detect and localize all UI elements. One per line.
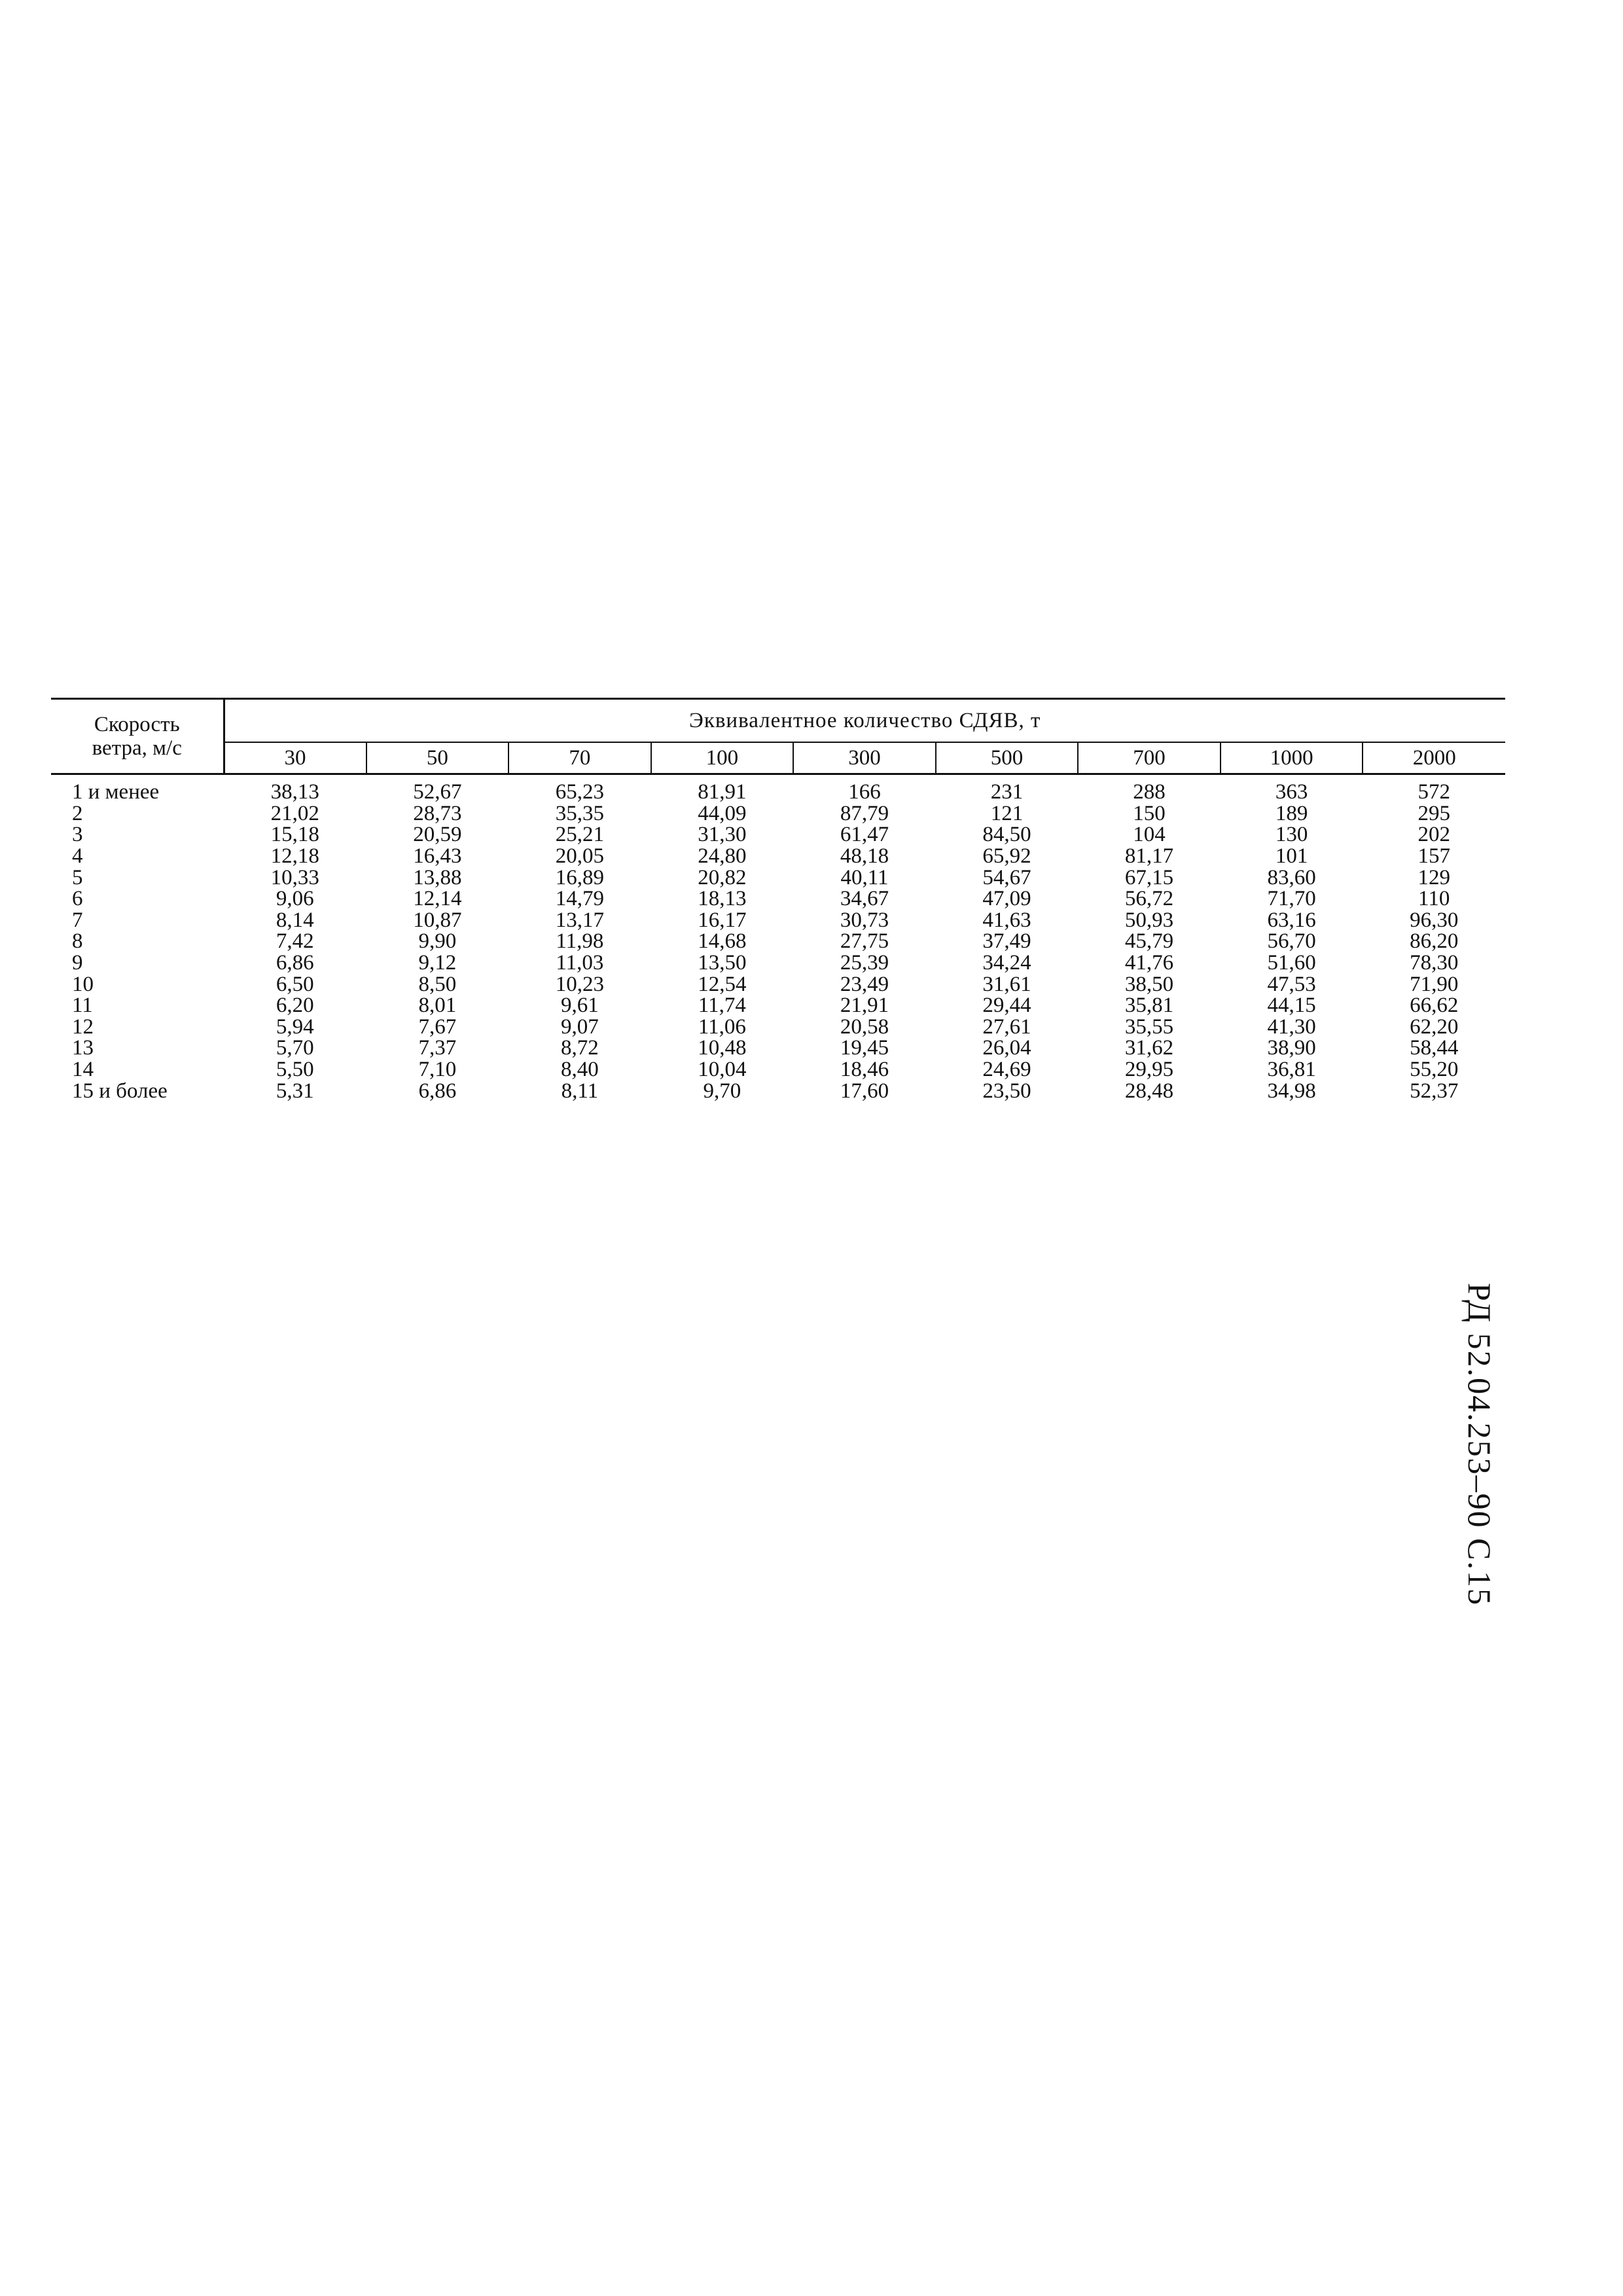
table-cell: 30,73	[840, 908, 889, 932]
document-code: РД 52.04.253–90 С.15	[1461, 1283, 1498, 1607]
table-cell: 10,04	[698, 1058, 747, 1082]
table-cell: 34,24	[982, 951, 1031, 975]
table-cell: 29,44	[982, 994, 1031, 1018]
table-cell: 65,92	[982, 844, 1031, 869]
table-cell: 8,40	[560, 1058, 599, 1082]
table-cell: 10,87	[413, 908, 462, 932]
table-cell: 62,20	[1410, 1014, 1459, 1039]
table-cell: 26,04	[982, 1036, 1031, 1060]
table-cell: 5,50	[276, 1058, 314, 1082]
table-cell: 104	[1133, 823, 1166, 847]
table-cell: 11,03	[556, 951, 604, 975]
row-header-line-2: ветра, м/с	[92, 736, 182, 760]
table-cell: 21,91	[840, 994, 889, 1018]
table-row	[51, 910, 1505, 931]
table-cell: 96,30	[1410, 908, 1459, 932]
table-cell: 50,93	[1124, 908, 1174, 932]
table-cell: 10,48	[698, 1036, 747, 1060]
table-cell: 295	[1418, 801, 1450, 825]
row-label: 7	[72, 908, 83, 932]
table-cell: 15,18	[270, 823, 319, 847]
table-cell: 31,30	[698, 823, 747, 847]
table-cell: 28,48	[1124, 1079, 1174, 1103]
table-row	[51, 1016, 1505, 1038]
table-cell: 65,23	[555, 780, 604, 804]
table-cell: 35,81	[1124, 994, 1174, 1018]
table-body	[51, 774, 1505, 1102]
table-cell: 86,20	[1410, 929, 1459, 954]
table-row	[51, 1037, 1505, 1059]
table-cell: 61,47	[840, 823, 889, 847]
table-row	[51, 1059, 1505, 1081]
table-row	[51, 846, 1505, 867]
table-cell: 51,60	[1267, 951, 1316, 975]
table-cell: 48,18	[840, 844, 889, 869]
table-cell: 35,35	[555, 801, 604, 825]
table-cell: 44,09	[698, 801, 747, 825]
table-cell: 12,18	[270, 844, 319, 869]
row-label: 3	[72, 823, 83, 847]
table-cell: 71,90	[1410, 972, 1459, 996]
table-cell: 23,49	[840, 972, 889, 996]
table-cell: 19,45	[840, 1036, 889, 1060]
table-cell: 84,50	[982, 823, 1031, 847]
row-label: 5	[72, 865, 83, 889]
table-cell: 36,81	[1267, 1058, 1316, 1082]
column-header: 50	[366, 742, 509, 774]
table-cell: 7,10	[418, 1058, 457, 1082]
table-cell: 7,67	[418, 1014, 457, 1039]
table-cell: 129	[1418, 865, 1450, 889]
table-cell: 28,73	[413, 801, 462, 825]
table-cell: 44,15	[1267, 994, 1316, 1018]
table-cell: 130	[1275, 823, 1308, 847]
table-cell: 81,17	[1124, 844, 1174, 869]
table-cell: 202	[1418, 823, 1450, 847]
row-label: 12	[72, 1014, 94, 1039]
table-cell: 7,42	[276, 929, 314, 954]
row-label: 15 и более	[72, 1079, 168, 1103]
table-row	[51, 867, 1505, 888]
table-cell: 157	[1418, 844, 1450, 869]
table-cell: 9,90	[418, 929, 457, 954]
row-label: 14	[72, 1058, 94, 1082]
table-cell: 38,50	[1124, 972, 1174, 996]
table-row	[51, 995, 1505, 1016]
table-cell: 83,60	[1267, 865, 1316, 889]
table-cell: 10,23	[555, 972, 604, 996]
table-cell: 20,05	[555, 844, 604, 869]
table-cell: 34,67	[840, 887, 889, 911]
group-header: Эквивалентное количество СДЯВ, т	[224, 699, 1505, 743]
table-cell: 41,30	[1267, 1014, 1316, 1039]
row-label: 10	[72, 972, 94, 996]
table-cell: 31,62	[1124, 1036, 1174, 1060]
table-cell: 8,50	[418, 972, 457, 996]
table-cell: 34,98	[1267, 1079, 1316, 1103]
row-label: 1 и менее	[72, 780, 160, 804]
column-header: 700	[1078, 742, 1221, 774]
table-cell: 52,67	[413, 780, 462, 804]
table-cell: 41,63	[982, 908, 1031, 932]
table-cell: 24,69	[982, 1058, 1031, 1082]
table-cell: 11,98	[556, 929, 604, 954]
table-cell: 52,37	[1410, 1079, 1459, 1103]
table-cell: 11,06	[698, 1014, 746, 1039]
table-cell: 23,50	[982, 1079, 1031, 1103]
table-cell: 16,17	[698, 908, 747, 932]
table-cell: 8,14	[276, 908, 314, 932]
table-cell: 58,44	[1410, 1036, 1459, 1060]
table-cell: 14,79	[555, 887, 604, 911]
table-cell: 54,67	[982, 865, 1031, 889]
row-header-line-1: Скорость	[94, 712, 180, 736]
column-header: 30	[224, 742, 366, 774]
table-cell: 13,50	[698, 951, 747, 975]
table-cell: 21,02	[270, 801, 319, 825]
table-row	[51, 803, 1505, 825]
table-cell: 13,88	[413, 865, 462, 889]
table-cell: 9,61	[560, 994, 599, 1018]
table-row	[51, 824, 1505, 846]
table-cell: 71,70	[1267, 887, 1316, 911]
table-cell: 5,70	[276, 1036, 314, 1060]
table-cell: 11,74	[698, 994, 746, 1018]
table-cell: 78,30	[1410, 951, 1459, 975]
table-cell: 17,60	[840, 1079, 889, 1103]
table-row	[51, 931, 1505, 952]
table-cell: 8,11	[561, 1079, 599, 1103]
table-cell: 9,70	[703, 1079, 741, 1103]
table-cell: 9,12	[418, 951, 457, 975]
table-cell: 25,39	[840, 951, 889, 975]
table-row	[51, 973, 1505, 995]
table-cell: 20,58	[840, 1014, 889, 1039]
table-cell: 5,94	[276, 1014, 314, 1039]
table-row	[51, 952, 1505, 974]
table-cell: 8,01	[418, 994, 457, 1018]
table-cell: 56,72	[1124, 887, 1174, 911]
table-cell: 110	[1418, 887, 1450, 911]
table-cell: 27,61	[982, 1014, 1031, 1039]
table-cell: 101	[1275, 844, 1308, 869]
column-header: 1000	[1221, 742, 1363, 774]
table-cell: 67,15	[1124, 865, 1174, 889]
row-label: 6	[72, 887, 83, 911]
table-cell: 8,72	[560, 1036, 599, 1060]
table-cell: 24,80	[698, 844, 747, 869]
column-header: 70	[508, 742, 651, 774]
table-cell: 14,68	[698, 929, 747, 954]
table-cell: 16,89	[555, 865, 604, 889]
table-cell: 231	[990, 780, 1024, 804]
table-cell: 27,75	[840, 929, 889, 954]
table-cell: 6,50	[276, 972, 314, 996]
table-cell: 5,31	[276, 1079, 314, 1103]
table-cell: 41,76	[1124, 951, 1174, 975]
table-cell: 40,11	[840, 865, 889, 889]
table-cell: 38,13	[270, 780, 319, 804]
table-cell: 288	[1133, 780, 1166, 804]
table-cell: 81,91	[698, 780, 747, 804]
table-cell: 166	[848, 780, 881, 804]
row-label: 11	[72, 994, 93, 1018]
data-table	[51, 698, 1505, 1102]
row-label: 8	[72, 929, 83, 954]
table-cell: 20,82	[698, 865, 747, 889]
row-label: 9	[72, 951, 83, 975]
table-cell: 35,55	[1124, 1014, 1174, 1039]
table-row	[51, 888, 1505, 910]
data-table-container	[51, 698, 1505, 1102]
table-cell: 56,70	[1267, 929, 1316, 954]
table-cell: 45,79	[1124, 929, 1174, 954]
table-cell: 9,06	[276, 887, 314, 911]
table-cell: 572	[1418, 780, 1450, 804]
table-cell: 10,33	[270, 865, 319, 889]
table-cell: 6,86	[418, 1079, 457, 1103]
table-cell: 37,49	[982, 929, 1031, 954]
table-cell: 189	[1275, 801, 1308, 825]
table-cell: 7,37	[418, 1036, 457, 1060]
table-cell: 6,86	[276, 951, 314, 975]
column-header: 100	[651, 742, 794, 774]
table-cell: 150	[1133, 801, 1166, 825]
table-cell: 18,46	[840, 1058, 889, 1082]
table-cell: 63,16	[1267, 908, 1316, 932]
table-cell: 6,20	[276, 994, 314, 1018]
row-header	[51, 699, 224, 774]
table-cell: 16,43	[413, 844, 462, 869]
table-cell: 25,21	[555, 823, 604, 847]
table-cell: 18,13	[698, 887, 747, 911]
row-label: 13	[72, 1036, 94, 1060]
row-label: 2	[72, 801, 83, 825]
column-header: 500	[936, 742, 1079, 774]
table-cell: 121	[990, 801, 1024, 825]
table-cell: 55,20	[1410, 1058, 1459, 1082]
table-cell: 20,59	[413, 823, 462, 847]
table-row	[51, 774, 1505, 803]
table-row	[51, 1080, 1505, 1102]
table-cell: 13,17	[555, 908, 604, 932]
column-header: 300	[793, 742, 936, 774]
table-cell: 363	[1275, 780, 1308, 804]
table-cell: 87,79	[840, 801, 889, 825]
table-cell: 12,54	[698, 972, 747, 996]
table-cell: 9,07	[560, 1014, 599, 1039]
table-cell: 47,09	[982, 887, 1031, 911]
table-cell: 66,62	[1410, 994, 1459, 1018]
row-label: 4	[72, 844, 83, 869]
table-cell: 31,61	[982, 972, 1031, 996]
table-cell: 12,14	[413, 887, 462, 911]
column-header: 2000	[1363, 742, 1505, 774]
table-cell: 29,95	[1124, 1058, 1174, 1082]
table-cell: 47,53	[1267, 972, 1316, 996]
table-cell: 38,90	[1267, 1036, 1316, 1060]
